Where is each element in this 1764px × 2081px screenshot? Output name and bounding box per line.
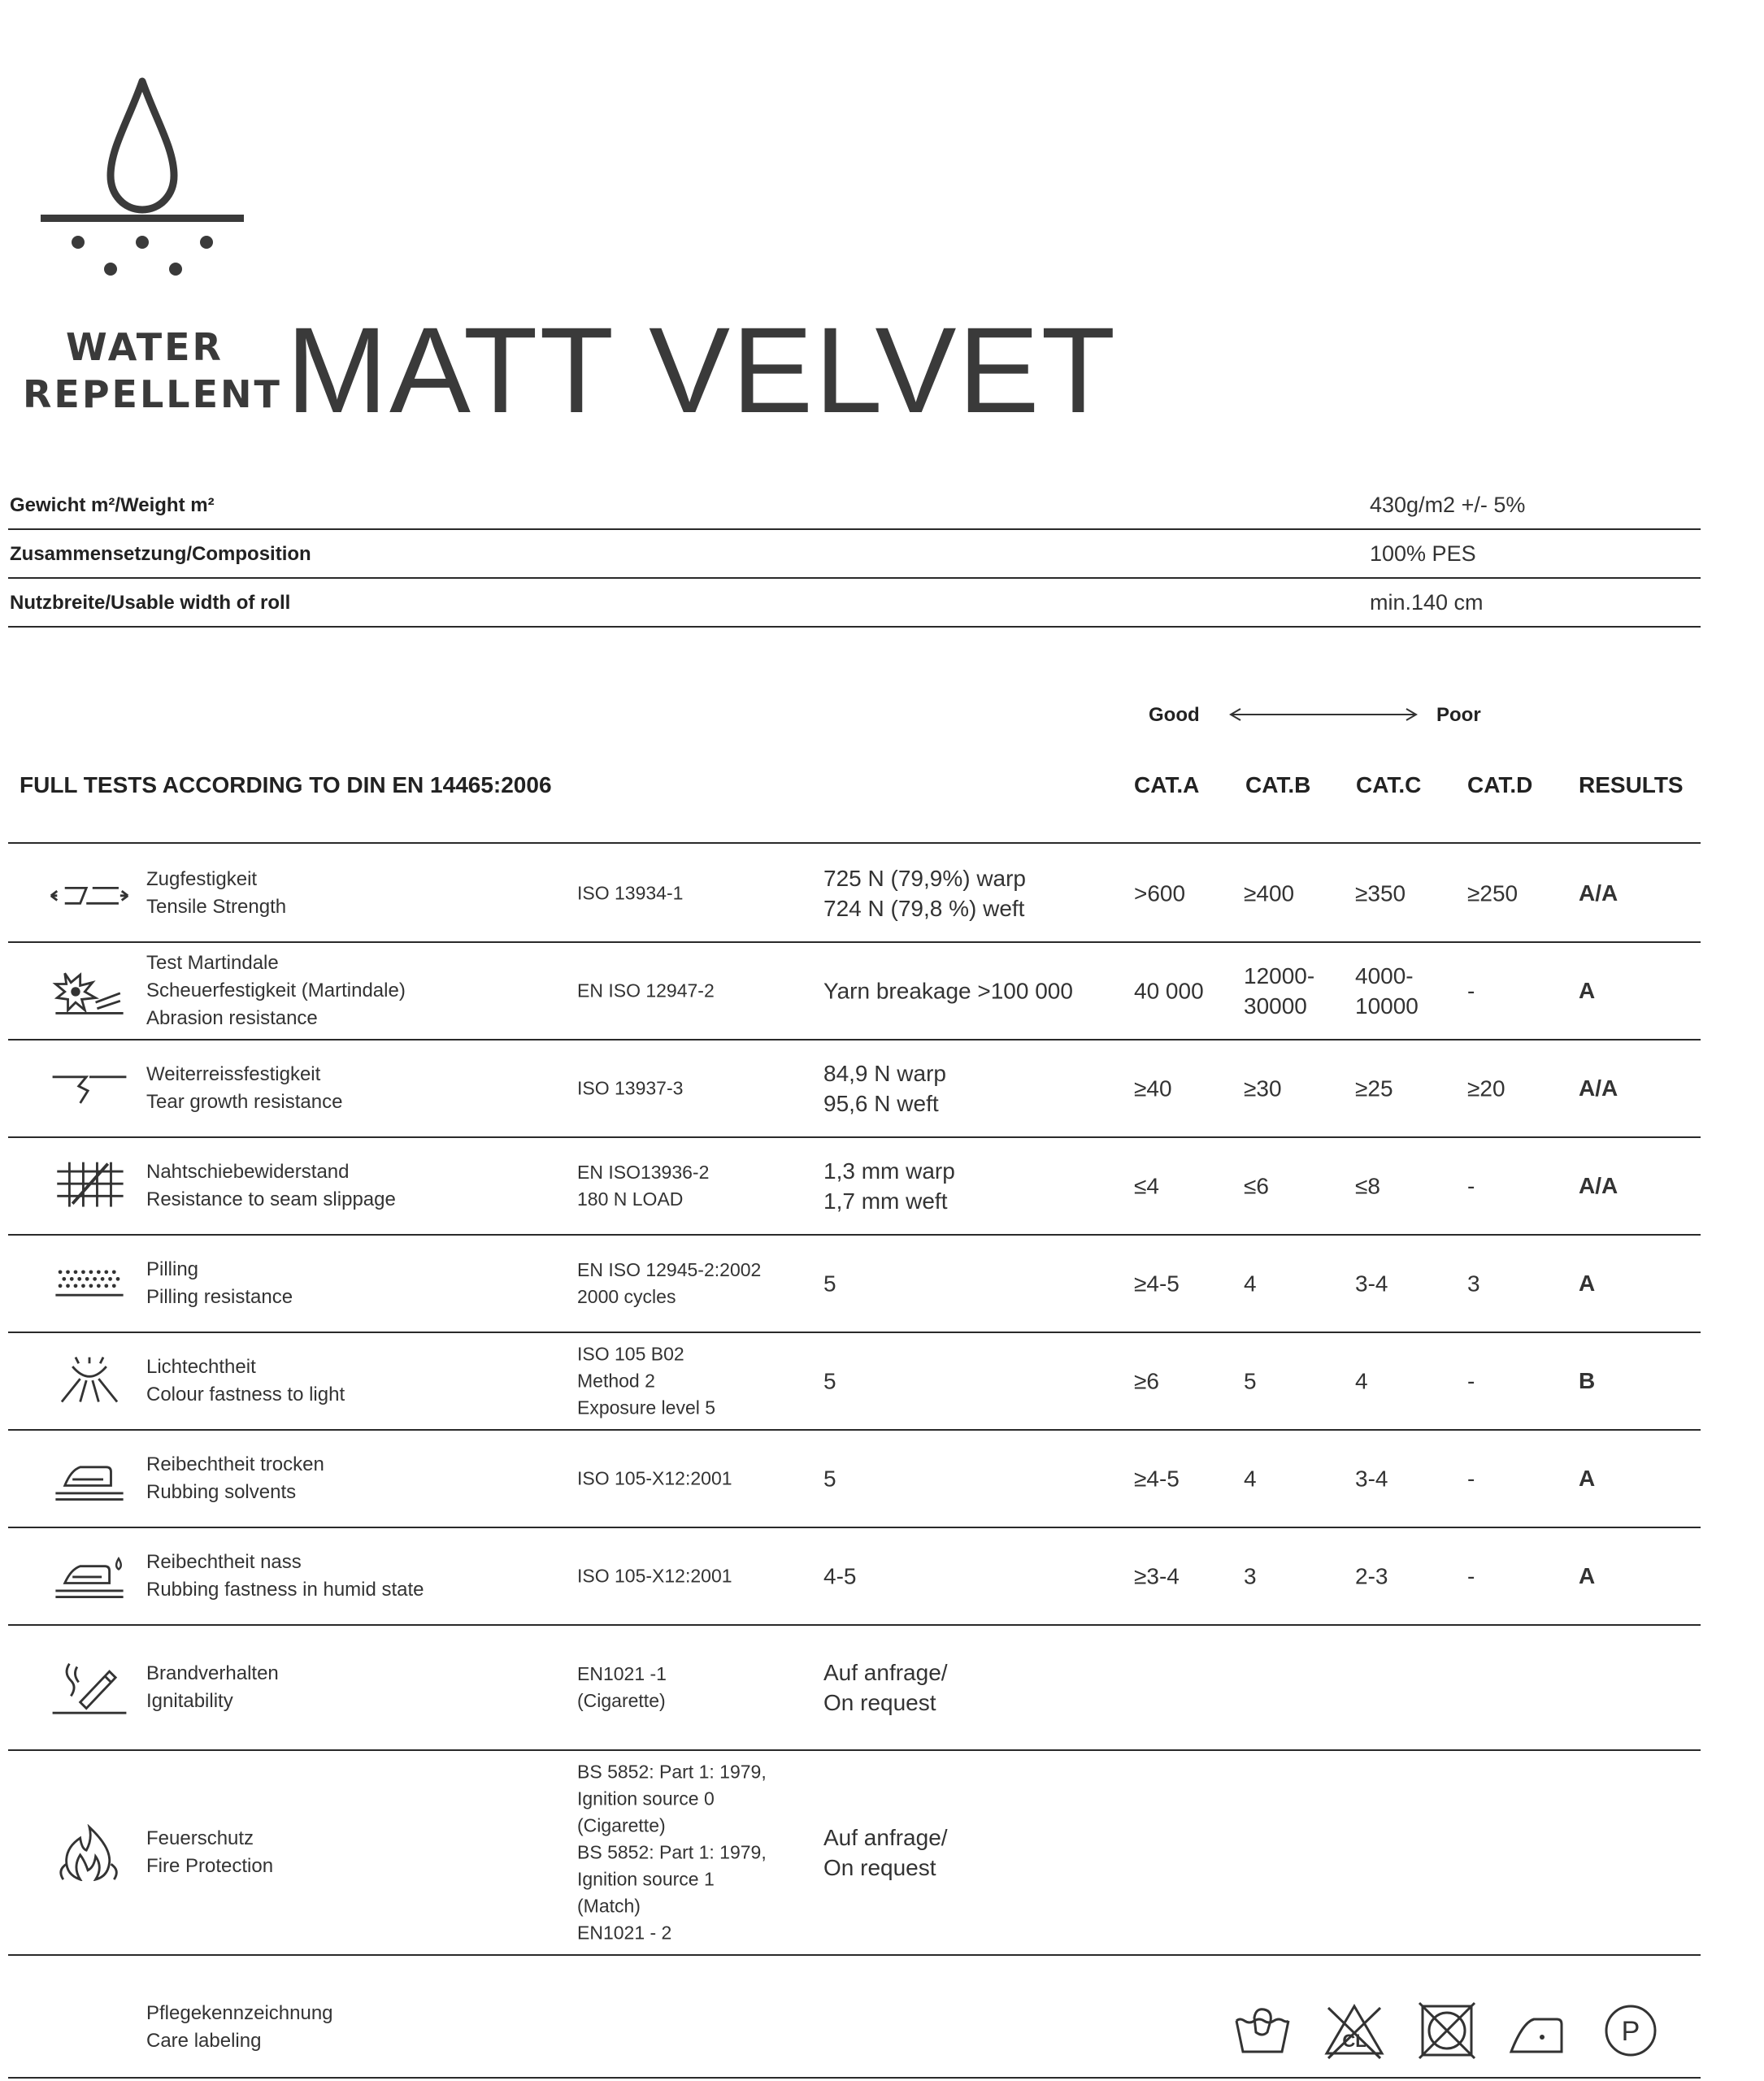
test-result: A	[1579, 1466, 1596, 1491]
test-name-line: Test Martindale	[146, 952, 279, 974]
test-result: B	[1579, 1368, 1596, 1393]
tensile-icon	[45, 865, 134, 922]
cat-b-value	[1244, 1366, 1257, 1397]
test-row	[8, 1236, 1701, 1332]
cat-d-line: -	[1467, 1368, 1475, 1394]
test-name-line: Tear growth resistance	[146, 1091, 343, 1113]
test-row	[8, 1333, 1701, 1429]
test-row	[8, 1626, 1701, 1749]
cat-d-line: ≥250	[1467, 880, 1519, 906]
cat-c-line: 4000-	[1355, 963, 1414, 988]
test-norm-line: ISO 105 B02	[577, 1343, 684, 1365]
col-cat-b: CAT.B	[1245, 772, 1311, 797]
test-norm-line: BS 5852: Part 1: 1979,	[577, 1761, 767, 1783]
test-norm-line: (Cigarette)	[577, 1814, 666, 1836]
test-value-line: 84,9 N warp	[823, 1061, 946, 1086]
cat-a-value	[1134, 1269, 1180, 1299]
pilling-icon	[45, 1255, 134, 1312]
cat-b-value	[1244, 961, 1314, 1021]
cat-c-line: 2-3	[1355, 1563, 1388, 1589]
divider	[8, 2077, 1701, 2079]
cat-d-line: 3	[1467, 1271, 1480, 1297]
cat-c-line: ≤8	[1355, 1173, 1380, 1199]
test-value	[823, 1657, 948, 1718]
test-norm-line: Method 2	[577, 1370, 655, 1392]
cat-a-value	[1134, 1171, 1159, 1201]
test-value-line: 1,7 mm weft	[823, 1188, 948, 1214]
test-row	[8, 943, 1701, 1039]
cat-a-line: ≤4	[1134, 1173, 1159, 1199]
test-name-line: Reibechtheit nass	[146, 1551, 302, 1573]
cat-b-line: ≥400	[1244, 880, 1295, 906]
badge-line-1: WATER	[66, 325, 224, 369]
cat-a-value	[1134, 1562, 1180, 1592]
scale-good: Good	[1149, 704, 1200, 726]
test-norm-line: 2000 cycles	[577, 1286, 676, 1307]
abrasion-icon	[45, 962, 134, 1019]
care-label	[146, 2000, 333, 2055]
test-norm-line: EN1021 - 2	[577, 1922, 672, 1944]
rubbing-wet-icon	[45, 1548, 134, 1605]
divider	[8, 626, 1701, 628]
cat-d-value	[1467, 1269, 1480, 1299]
test-norm	[577, 978, 715, 1005]
test-norm	[577, 1466, 732, 1492]
cat-a-line: ≥3-4	[1134, 1563, 1180, 1589]
test-value	[823, 863, 1026, 923]
test-result: A/A	[1579, 1075, 1618, 1101]
test-name-line: Nahtschiebewiderstand	[146, 1161, 350, 1183]
cat-c-value	[1355, 1171, 1380, 1201]
cat-b-value	[1244, 1074, 1282, 1104]
test-norm	[577, 1159, 709, 1213]
cat-d-value	[1467, 1464, 1475, 1494]
test-value	[823, 1058, 946, 1119]
cat-a-value	[1134, 879, 1185, 909]
care-label-de: Pflegekennzeichnung	[146, 2002, 333, 2024]
cat-d-line: -	[1467, 978, 1475, 1004]
cat-d-line: -	[1467, 1563, 1475, 1589]
test-norm	[577, 1075, 683, 1102]
test-norm-line: Exposure level 5	[577, 1397, 716, 1418]
test-norm-line: EN ISO13936-2	[577, 1162, 710, 1183]
test-name-line: Lichtechtheit	[146, 1356, 256, 1378]
test-name-line: Brandverhalten	[146, 1662, 279, 1684]
cat-b-line: 5	[1244, 1368, 1257, 1394]
test-norm-line: (Cigarette)	[577, 1690, 666, 1711]
hand-wash-icon	[1232, 2000, 1293, 2061]
no-chlorine-bleach-icon	[1323, 2000, 1385, 2061]
divider	[8, 528, 1701, 530]
test-name	[146, 949, 406, 1032]
test-name-line: Feuerschutz	[146, 1827, 254, 1849]
cat-a-line: ≥4-5	[1134, 1466, 1180, 1492]
cat-c-line: ≥25	[1355, 1075, 1393, 1101]
test-name	[146, 866, 286, 921]
test-name-line: Pilling	[146, 1258, 199, 1280]
test-result: A	[1579, 978, 1596, 1003]
cat-b-line: 12000-	[1244, 963, 1315, 988]
cat-c-line: 10000	[1355, 993, 1419, 1019]
test-value-line: 725 N (79,9%) warp	[823, 866, 1027, 891]
test-value-line: 724 N (79,8 %) weft	[823, 896, 1025, 921]
cat-c-line: 3-4	[1355, 1466, 1388, 1492]
test-name	[146, 1451, 324, 1506]
col-cat-c: CAT.C	[1356, 772, 1422, 797]
cat-d-value	[1467, 879, 1518, 909]
flame-icon	[45, 1824, 134, 1881]
test-norm	[577, 1661, 667, 1714]
test-value-line: Yarn breakage >100 000	[823, 978, 1073, 1004]
cat-a-value	[1134, 976, 1204, 1006]
cat-b-line: ≥30	[1244, 1075, 1282, 1101]
test-row	[8, 1751, 1701, 1954]
spec-value-composition: 100% PES	[1370, 541, 1476, 566]
cat-c-value	[1355, 1464, 1388, 1494]
test-name	[146, 1061, 342, 1116]
test-name-line: Weiterreissfestigkeit	[146, 1063, 321, 1085]
chlorine-letters: CL	[1342, 2031, 1366, 2051]
test-norm-line: ISO 13937-3	[577, 1077, 684, 1099]
spec-value-weight: 430g/m2 +/- 5%	[1370, 493, 1526, 517]
cat-c-value	[1355, 1366, 1368, 1397]
cat-b-value	[1244, 1171, 1269, 1201]
water-repellent-badge	[23, 324, 282, 418]
test-name	[146, 1660, 279, 1715]
test-value-line: 95,6 N weft	[823, 1091, 939, 1116]
cat-d-line: -	[1467, 1466, 1475, 1492]
tear-icon	[45, 1060, 134, 1117]
test-result: A	[1579, 1271, 1596, 1296]
spec-label-width: Nutzbreite/Usable width of roll	[10, 592, 291, 614]
test-name-line: Resistance to seam slippage	[146, 1188, 396, 1210]
test-name-line: Scheuerfestigkeit (Martindale)	[146, 980, 406, 1001]
divider	[8, 577, 1701, 579]
seam-slippage-icon	[45, 1158, 134, 1214]
test-value	[823, 1562, 856, 1592]
cat-b-line: 4	[1244, 1271, 1257, 1297]
divider	[8, 1954, 1701, 1956]
cat-b-value	[1244, 879, 1294, 909]
rubbing-dry-icon	[45, 1450, 134, 1507]
cat-a-line: >600	[1134, 880, 1186, 906]
test-value	[823, 1823, 948, 1883]
test-value	[823, 976, 1073, 1006]
col-results: RESULTS	[1579, 772, 1684, 797]
divider	[8, 842, 1701, 844]
cat-c-value	[1355, 1074, 1393, 1104]
scale-poor: Poor	[1436, 704, 1481, 726]
test-norm	[577, 880, 683, 907]
test-value-line: 4-5	[823, 1563, 857, 1589]
test-value	[823, 1464, 836, 1494]
cat-c-value	[1355, 1562, 1388, 1592]
test-norm	[577, 1563, 732, 1590]
cat-c-line: 4	[1355, 1368, 1368, 1394]
cat-b-value	[1244, 1269, 1257, 1299]
test-name-line: Abrasion resistance	[146, 1007, 318, 1029]
dry-clean-p-icon	[1600, 2000, 1662, 2061]
test-name	[146, 1256, 293, 1311]
cat-a-line: 40 000	[1134, 978, 1204, 1004]
scale-arrow	[1227, 706, 1419, 723]
cat-d-value	[1467, 1074, 1505, 1104]
test-norm	[577, 1759, 767, 1947]
test-norm-line: Ignition source 0	[577, 1788, 715, 1809]
test-value-line: 5	[823, 1271, 836, 1297]
test-value-line: 5	[823, 1466, 836, 1492]
test-norm-line: 180 N LOAD	[577, 1188, 684, 1210]
test-value-line: Auf anfrage/	[823, 1660, 948, 1685]
badge-line-2: REPELLENT	[23, 372, 282, 416]
test-value-line: 5	[823, 1368, 836, 1394]
cat-a-line: ≥6	[1134, 1368, 1159, 1394]
product-title: MATT VELVET	[286, 302, 1118, 438]
tests-title: FULL TESTS ACCORDING TO DIN EN 14465:2006	[20, 772, 552, 797]
test-name	[146, 1549, 424, 1604]
test-norm-line: ISO 105-X12:2001	[577, 1565, 732, 1587]
test-norm-line: EN1021 -1	[577, 1663, 667, 1684]
cat-d-value	[1467, 976, 1475, 1006]
test-row	[8, 1040, 1701, 1136]
test-name-line: Ignitability	[146, 1690, 233, 1712]
cat-c-line: 3-4	[1355, 1271, 1388, 1297]
test-row	[8, 1528, 1701, 1624]
cat-b-line: ≤6	[1244, 1173, 1269, 1199]
cat-b-line: 3	[1244, 1563, 1257, 1589]
test-name-line: Tensile Strength	[146, 896, 287, 918]
cigarette-icon	[45, 1659, 134, 1716]
test-value-line: On request	[823, 1855, 936, 1880]
test-result: A/A	[1579, 1173, 1618, 1198]
cat-d-value	[1467, 1171, 1475, 1201]
test-norm-line: EN ISO 12947-2	[577, 980, 715, 1001]
test-norm-line: ISO 13934-1	[577, 882, 684, 904]
test-name-line: Reibechtheit trocken	[146, 1453, 324, 1475]
cat-b-line: 30000	[1244, 993, 1307, 1019]
cat-a-value	[1134, 1464, 1180, 1494]
test-norm-line: EN ISO 12945-2:2002	[577, 1259, 762, 1280]
test-row	[8, 1138, 1701, 1234]
care-label-en: Care labeling	[146, 2030, 262, 2052]
test-value-line: On request	[823, 1690, 936, 1715]
cat-a-line: ≥4-5	[1134, 1271, 1180, 1297]
test-result: A	[1579, 1563, 1596, 1588]
cat-d-value	[1467, 1562, 1475, 1592]
water-drop-icon	[33, 72, 252, 283]
test-norm	[577, 1341, 715, 1422]
test-name-line: Rubbing solvents	[146, 1481, 297, 1503]
test-norm-line: Ignition source 1	[577, 1868, 715, 1890]
cat-c-value	[1355, 1269, 1388, 1299]
cat-c-line: ≥350	[1355, 880, 1406, 906]
test-value	[823, 1366, 836, 1397]
cat-b-value	[1244, 1464, 1257, 1494]
cat-c-value	[1355, 961, 1419, 1021]
test-value	[823, 1156, 955, 1216]
test-name	[146, 1158, 396, 1214]
spec-value-width: min.140 cm	[1370, 590, 1484, 615]
cat-b-line: 4	[1244, 1466, 1257, 1492]
test-value	[823, 1269, 836, 1299]
test-name-line: Zugfestigkeit	[146, 868, 258, 890]
no-tumble-dry-icon	[1416, 2000, 1478, 2061]
spec-label-weight: Gewicht m²/Weight m²	[10, 494, 215, 516]
test-result: A/A	[1579, 880, 1618, 906]
test-name	[146, 1825, 273, 1880]
cat-a-value	[1134, 1074, 1172, 1104]
dry-clean-letter: P	[1621, 2016, 1640, 2047]
test-norm-line: (Match)	[577, 1895, 641, 1917]
test-name-line: Fire Protection	[146, 1855, 274, 1877]
test-name-line: Pilling resistance	[146, 1286, 293, 1308]
test-name	[146, 1353, 345, 1409]
test-norm-line: BS 5852: Part 1: 1979,	[577, 1841, 767, 1863]
iron-low-icon	[1508, 2000, 1570, 2061]
test-name-line: Colour fastness to light	[146, 1384, 345, 1405]
cat-d-line: -	[1467, 1173, 1475, 1199]
cat-a-value	[1134, 1366, 1159, 1397]
test-name-line: Rubbing fastness in humid state	[146, 1579, 424, 1601]
cat-d-value	[1467, 1366, 1475, 1397]
test-norm-line: ISO 105-X12:2001	[577, 1467, 732, 1489]
spec-label-composition: Zusammensetzung/Composition	[10, 543, 311, 565]
test-value-line: 1,3 mm warp	[823, 1158, 955, 1184]
col-cat-d: CAT.D	[1467, 772, 1533, 797]
cat-b-value	[1244, 1562, 1257, 1592]
test-norm	[577, 1257, 761, 1310]
cat-d-line: ≥20	[1467, 1075, 1505, 1101]
light-icon	[45, 1353, 134, 1410]
cat-c-value	[1355, 879, 1406, 909]
test-row	[8, 1431, 1701, 1527]
test-row	[8, 845, 1701, 941]
col-cat-a: CAT.A	[1134, 772, 1200, 797]
test-value-line: Auf anfrage/	[823, 1825, 948, 1850]
cat-a-line: ≥40	[1134, 1075, 1172, 1101]
